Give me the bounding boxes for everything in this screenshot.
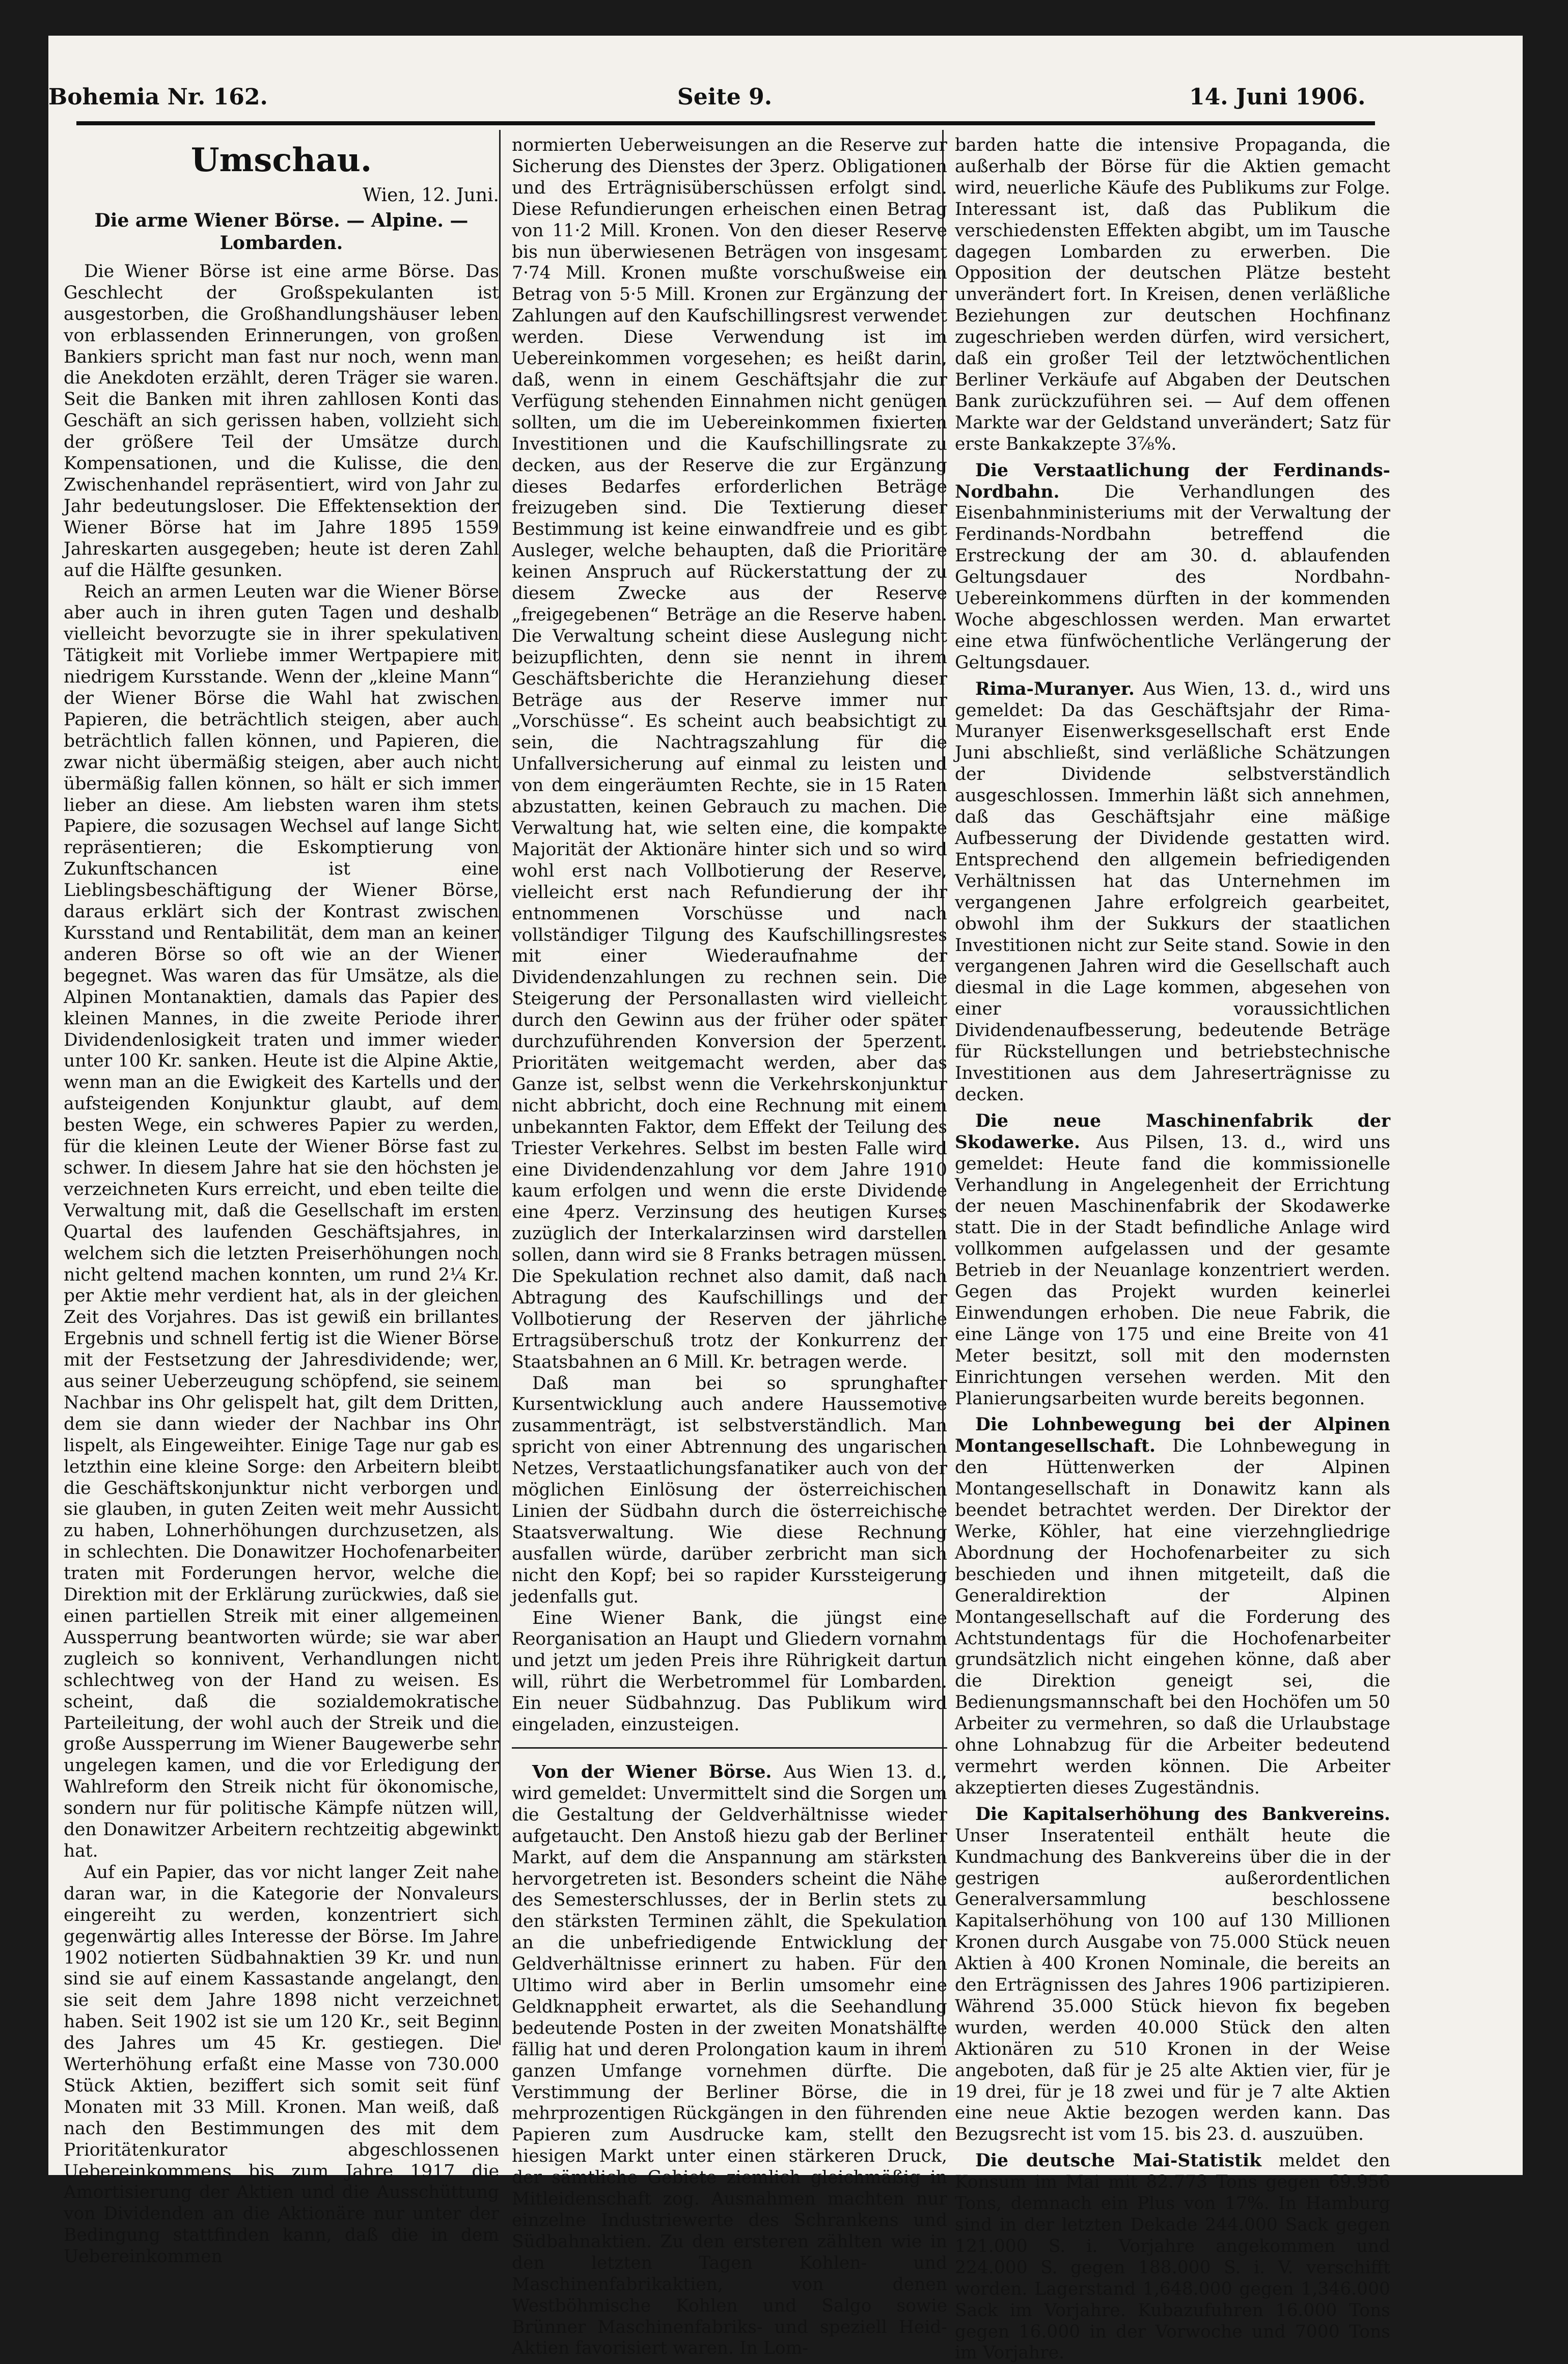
article-heading: Die Verstaatlichung der Ferdinands-Nordbahn. — [955, 460, 1390, 502]
article-paragraph — [955, 2151, 1390, 2364]
article-paragraph — [512, 1762, 947, 2359]
column-2 — [512, 135, 947, 2359]
header-rule — [76, 121, 1375, 125]
article-paragraph — [955, 1111, 1390, 1410]
article-heading: Die Kapitalserhöhung des Bankvereins. — [975, 1804, 1390, 1825]
article-text: Unser Inseratenteil enthält heute die Kundmachung des Bankvereins über die in der gestrigen außerordentlichen Generalversammlung beschlossene Kapitalserhöhung von 100 auf 130 Millionen Kronen durch Ausgabe von 75.000 Stück neuen Aktien à 400 Kronen Nominale, die bereits an den Erträgnissen des Jahres 1906 partizipieren. Während 35.000 Stück hievon fix begeben wurden, werden 40.000 Stück den alten Aktionären zu 510 Kronen in der Weise angeboten, daß für je 25 alte Aktien vier, für je 19 drei, für je 18 zwei und für je 7 alte Aktien eine neue Aktie bezogen werden kann. Das Bezugsrecht ist vom 15. bis 23. d. auszuüben. — [955, 1825, 1390, 2145]
article-text: Aus Wien, 13. d., wird uns gemeldet: Da das Geschäftsjahr der Rima-Muranyer Eisenwerksgesellschaft erst Ende Juni abschließt, sind verläßliche Schätzungen der Dividende selbstverständlich ausgeschlossen. Immerhin läßt sich annehmen, daß das Geschäftsjahr eine mäßige Aufbesserung der Dividende gestatten wird. Entsprechend den allgemein befriedigenden Verhältnissen hat das Unternehmen im vergangenen Jahre erfolgreich gearbeitet, obwohl ihm der Sukkurs der staatlichen Investitionen nicht zur Seite stand. Sowie in den vergangenen Jahren wird die Gesellschaft auch diesmal in die Lage kommen, abgesehen von einer voraussichtlichen Dividendenaufbesserung, bedeutende Beträge für Rückstellungen und betriebstechnische Investitionen aus dem Jahreserträgnisse zu decken. — [955, 678, 1390, 1105]
article-paragraph — [955, 460, 1390, 674]
column-1 — [64, 135, 499, 2267]
article-paragraph — [955, 1804, 1390, 2146]
article-text: Die Lohnbewegung in den Hüttenwerken der Alpinen Montangesellschaft in Donawitz kann als beendet betrachtet werden. Der Direktor der Werke, Köhler, hat eine vierzehngliedrige Abordnung der Hochofenarbeiter zu sich beschieden und ihnen mitgeteilt, daß die Generaldirektion der Alpinen Montangesellschaft auf die Forderung des Achtstundentags für die Hochofenarbeiter grundsätzlich nicht eingehen könne, daß aber die Direktion geneigt sei, die Bedienungsmannschaft bei den Hochöfen um 50 Arbeiter zu vermehren, so daß die Urlaubstage ohne Lohnabzug für die Arbeiter bedeutend vermehrt werden können. Die Arbeiter akzeptierten dieses Zugeständnis. — [955, 1436, 1390, 1798]
article-paragraph: Auf ein Papier, das vor nicht langer Zeit nahe daran war, in die Kategorie der Nonvaleurs eingereiht zu werden, konzentriert sich gegenwärtig alles Interesse der Börse. Im Jahre 1902 notierten Südbahnaktien 39 Kr. und nun sind sie auf einem Kassastande angelangt, den sie seit dem Jahre 1898 nicht verzeichnet haben. Seit 1902 ist sie um 120 Kr., seit Beginn des Jahres um 45 Kr. gestiegen. Die Werterhöhung erfaßt eine Masse von 730.000 Stück Aktien, beziffert sich somit seit fünf Monaten mit 33 Mill. Kronen. Man weiß, daß nach den Bestimmungen des mit dem Prioritätenkurator abgeschlossenen Uebereinkommens bis zum Jahre 1917 die Amortisierung der Aktien und die Ausschüttung von Dividenden an die Aktionäre nur unter der Bedingung stattfinden kann, daß die in dem Uebereinkommen — [64, 1862, 499, 2267]
article-paragraph: barden hatte die intensive Propaganda, die außerhalb der Börse für die Aktien gemacht wird, neuerliche Käufe des Publikums zur Folge. Interessant ist, daß das Publikum die verschiedensten Effekten abgibt, um im Tausche dagegen Lombarden zu erwerben. Die Opposition der deutschen Plätze besteht unverändert fort. In Kreisen, denen verläßliche Beziehungen zur deutschen Hochfinanz zugeschrieben werden dürfen, wird versichert, daß ein großer Teil der letztwöchentlichen Berliner Verkäufe auf Abgaben der Deutschen Bank zurückzuführen sei. — Auf dem offenen Markte war der Geldstand unverändert; Satz für erste Bankakzepte 3⅞%. — [955, 135, 1390, 454]
article-text: meldet den Konsum im Mai mit 82.773 Tons gegen 69.956 Tons, demnach ein Plus von 17%. In Hamburg sind in der letzten Dekade 244.000 Sack gegen 121.000 S. i. Vorjahre angekommen und 224.000 S. gegen 188.000 S. i. V. verschifft worden. Lagerstand 1,648.000 gegen 1,346.000 Sack im Vorjahre. Kubazufuhren 16.000 Tons gegen 16.000 in der Vorwoche und 7000 Tons im Vorjahre. — [955, 2151, 1391, 2363]
article-heading: Die deutsche Mai-Statistik — [975, 2151, 1261, 2171]
article-heading: Die neue Maschinenfabrik der Skodawerke. — [955, 1110, 1390, 1153]
column-3 — [955, 135, 1391, 2363]
article-paragraph: normierten Ueberweisungen an die Reserve zur Sicherung des Dienstes der 3perz. Obligationen und des Erträgnisüberschüssen erfolgt sind. Diese Refundierungen erheischen einen Betrag von 11·2 Mill. Kronen. Von den dieser Reserve bis nun überwiesenen Beträgen von insgesamt 7·74 Mill. Kronen mußte vorschußweise ein Betrag von 5·5 Mill. Kronen zur Ergänzung der Zahlungen auf den Kaufschillingsrest verwendet werden. Diese Verwendung ist im Uebereinkommen vorgesehen; es heißt darin, daß, wenn in einem Geschäftsjahr die zur Verfügung stehenden Einnahmen nicht genügen sollten, um die im Uebereinkommen fixierten Investitionen und die Kaufschillingsrate zu decken, aus der Reserve die zur Ergänzung dieses Bedarfes erforderlichen Beträge freizugeben sind. Die Textierung dieser Bestimmung ist keine einwandfreie und es gibt Ausleger, welche behaupten, daß die Prioritäre keinen Anspruch auf Rückerstattung der zu diesem Zwecke aus der Reserve „freigegebenen“ Beträge an die Reserve haben. Die Verwaltung scheint diese Auslegung nicht beizupflichten, denn sie nennt in ihrem Geschäftsberichte die Heranziehung dieser Beträge aus der Reserve immer nur „Vorschüsse“. Es scheint auch beabsichtigt zu sein, die Nachtragszahlung für die Unfallversicherung auf einmal zu leisten und von dem eingeräumten Rechte, sie in 15 Raten abzustatten, keinen Gebrauch zu machen. Die Verwaltung hat, wie selten eine, die kompakte Majorität der Aktionäre hinter sich und so wird wohl erst nach Vollbotierung der Reserve, vielleicht erst nach Refundierung der ihr entnommenen Vorschüsse und nach vollständiger Tilgung des Kaufschillingsrestes mit einer Wiederaufnahme der Dividendenzahlungen zu rechnen sein. Die Steigerung der Personallasten wird vielleicht durch den Gewinn aus der früher oder später durchzuführenden Konversion der 5perzent. Prioritäten weitgemacht werden, aber das Ganze ist, selbst wenn die Verkehrskonjunktur nicht abbricht, doch eine Rechnung mit einem unbekannten Faktor, dem Effekt der Teilung des Triester Verkehres. Selbst im besten Falle wird eine Dividendenzahlung vor dem Jahre 1910 kaum erfolgen und wenn die erste Dividende eine 4perz. Verzinsung des heutigen Kurses zuzüglich der Interkalarzinsen wird darstellen sollen, dann wird sie 8 Franks betragen müssen. Die Spekulation rechnet also damit, daß nach Abtragung des Kaufschillings und der Vollbotierung der Reserven der jährliche Ertragsüberschuß trotz der Konkurrenz der Staatsbahnen an 6 Mill. Kr. betragen werde. — [512, 135, 947, 1372]
newspaper-issue: Bohemia Nr. 162. — [48, 84, 268, 110]
section-title: Umschau. — [190, 141, 372, 179]
article-text: Aus Wien 13. d., wird gemeldet: Unvermittelt sind die Sorgen um die Gestaltung der Geldverhältnisse wieder aufgetaucht. Den Anstoß hiezu gab der Berliner Markt, auf dem die Anspannung am stärksten hervorgetreten ist. Besonders scheint die Nähe des Semesterschlusses, der in Berlin stets zu den stärksten Terminen zählt, die Spekulation an die unbefriedigende Entwicklung der Geldverhältnisse erinnert zu haben. Für den Ultimo wird aber in Berlin umsomehr eine Geldknappheit erwartet, als die Seehandlung bedeutende Posten in der zweiten Monatshälfte fällig hat und deren Prolongation kaum in ihrem ganzen Umfange vornehmen dürfte. Die Verstimmung der Berliner Börse, die in mehrprozentigen Rückgängen in den führenden Papieren zum Ausdrucke kam, stellt den hiesigen Markt unter einen stärkeren Druck, der sämtliche Gebiete ziemlich gleichmäßig in Mitleidenschaft zog. Ausnahmen machten nur einzelne Industriewerte des Schrankens und Südbahnaktien. Zu den ersteren zählten wie in den letzten Tagen Kohlen- und Maschinenfabrikaktien, von denen Westböhmische Kohlen und Salgo sowie Brünner Maschinenfabriks- und speziell Heid-Aktien favorisiert waren. In Lom- — [512, 1761, 947, 2359]
article-heading: Von der Wiener Börse. — [532, 1761, 772, 1782]
article-paragraph: Daß man bei so sprunghafter Kursentwicklung auch andere Haussemotive zusammenträgt, ist selbstverständlich. Man spricht von einer Abtrennung des ungarischen Netzes, Verstaatlichungsfanatiker auch von der möglichen Einlösung der österreichischen Linien der Südbahn durch die österreichische Staatsverwaltung. Wie diese Rechnung ausfallen würde, darüber zerbricht man sich nicht den Kopf; bei so rapider Kurssteigerung jedenfalls gut. — [512, 1373, 947, 1607]
article-text: Aus Pilsen, 13. d., wird uns gemeldet: Heute fand die kommissionelle Verhandlung in Angelegenheit der Errichtung der neuen Maschinenfabrik der Skodawerke statt. Die in der Stadt befindliche Anlage wird vollkommen aufgelassen und der gesamte Betrieb in der Neuanlage konzentriert werden. Gegen das Projekt wurden keinerlei Einwendungen erhoben. Die neue Fabrik, die eine Länge von 175 und eine Breite von 41 Meter besitzt, soll mit den modernsten Einrichtungen versehen werden. Mit den Planierungsarbeiten wurde bereits begonnen. — [955, 1132, 1390, 1409]
article-paragraph — [955, 1415, 1390, 1799]
section-divider — [512, 1747, 947, 1749]
issue-date: 14. Juni 1906. — [1189, 84, 1366, 110]
column-divider — [499, 130, 501, 2045]
article-paragraph: Reich an armen Leuten war die Wiener Börse aber auch in ihren guten Tagen und deshalb vielleicht bevorzugte sie in ihrer spekulativen Tätigkeit mit Vorliebe immer Wertpapiere mit niedrigem Kursstande. Wenn der „kleine Mann“ der Wiener Börse die Wahl hat zwischen Papieren, die beträchtlich steigen, aber auch beträchtlich fallen können, und Papieren, die zwar nicht übermäßig steigen, aber auch nicht übermäßig fallen können, so hält er sich immer lieber an diese. Am liebsten waren ihm stets Papiere, die sozusagen Wechsel auf lange Sicht repräsentieren; die Eskomptierung von Zukunftschancen ist eine Lieblingsbeschäftigung der Wiener Börse, daraus erklärt sich der Kontrast zwischen Kursstand und Rentabilität, dem man an keiner anderen Börse so oft wie an der Wiener begegnet. Was waren das für Umsätze, als die Alpinen Montanaktien, damals das Papier des kleinen Mannes, in die zweite Periode ihrer Dividendenlosigkeit traten und immer wieder unter 100 Kr. sanken. Heute ist die Alpine Aktie, wenn man an die Ewigkeit des Kartells und der aufsteigenden Konjunktur glaubt, auf dem besten Wege, ein schweres Papier zu werden, für die kleinen Leute der Wiener Börse fast zu schwer. In diesem Jahre hat sie den höchsten je verzeichneten Kurs erreicht, und eben teilte die Verwaltung mit, daß die Gesellschaft im ersten Quartal des laufenden Geschäftsjahres, in welchem sich die letzten Preiserhöhungen noch nicht geltend machen konnten, um rund 2¼ Kr. per Aktie mehr verdient hat, als in der gleichen Zeit des Vorjahres. Das ist gewiß ein brillantes Ergebnis und schnell fertig ist die Wiener Börse mit der Festsetzung der Jahresdividende; wer, aus seiner Ueberzeugung schöpfend, sie seinem Nachbar ins Ohr gelispelt hat, gilt dem Dritten, dem sie dann wieder der Nachbar ins Ohr lispelt, als Eingeweihter. Einige Tage nur gab es letzthin eine kleine Sorge: den Arbeitern bleibt die Geschäftskonjunktur nicht verborgen und sie glauben, in guten Zeiten weit mehr Aussicht zu haben, Lohnerhöhungen durchzusetzen, als in schlechten. Die Donawitzer Hochofenarbeiter traten mit Forderungen hervor, welche die Direktion mit der Erklärung zurückwies, daß sie einen partiellen Streik mit einer allgemeinen Aussperrung beantworten würde; sie war aber zugleich so konnivent, Verhandlungen nicht schlechtweg von der Hand zu weisen. Es scheint, daß die sozialdemokratische Parteileitung, der wohl auch der Streik und die große Aussperrung im Wiener Baugewerbe sehr ungelegen kamen, und die vor Erledigung der Wahlreform den Streik nicht für ökonomische, sondern nur für politische Kämpfe nützen will, den Donawitzer Arbeitern rechtzeitig abgewinkt hat. — [64, 581, 499, 1861]
article-heading: Die Lohnbewegung bei der Alpinen Montangesellschaft. — [955, 1415, 1390, 1457]
article-paragraph: Eine Wiener Bank, die jüngst eine Reorganisation an Haupt und Gliedern vornahm und jetzt um jeden Preis ihre Rührigkeit dartun will, rührt die Werbetrommel für Lombarden. Ein neuer Südbahnzug. Das Publikum wird eingeladen, einzusteigen. — [512, 1608, 947, 1735]
article-paragraph — [955, 679, 1390, 1106]
article-heading: Rima-Muranyer. — [975, 678, 1135, 699]
article-subhead: Die arme Wiener Börse. — Alpine. — Lombarden. — [94, 209, 469, 254]
article-text: Die Verhandlungen des Eisenbahnministeriums mit der Verwaltung der Ferdinands-Nordbahn betreffend die Erstreckung der am 30. d. ablaufenden Geltungsdauer des Nordbahn-Uebereinkommens dürften in der kommenden Woche abgeschlossen werden. Man erwartet eine etwa fünfwöchentliche Verlängerung der Geltungsdauer. — [955, 481, 1390, 673]
dateline: Wien, 12. Juni. — [363, 185, 499, 206]
page-number: Seite 9. — [677, 84, 773, 110]
page-header — [48, 53, 1372, 115]
article-paragraph: Die Wiener Börse ist eine arme Börse. Das Geschlecht der Großspekulanten ist ausgestorben, die Großhandlungshäuser leben von erblassenden Erinnerungen, von großen Bankiers spricht man fast nur noch, wenn man die Anekdoten erzählt, deren Träger sie waren. Seit die Banken mit ihren zahllosen Konti das Geschäft an sich gerissen haben, vollzieht sich der größere Teil der Umsätze durch Kompensationen, und die Kulisse, die den Zwischenhandel repräsentiert, wird von Jahr zu Jahr bedeutungsloser. Die Effektensektion der Wiener Börse hat im Jahre 1895 1559 Jahreskarten ausgegeben; heute ist deren Zahl auf die Hälfte gesunken. — [64, 261, 499, 581]
